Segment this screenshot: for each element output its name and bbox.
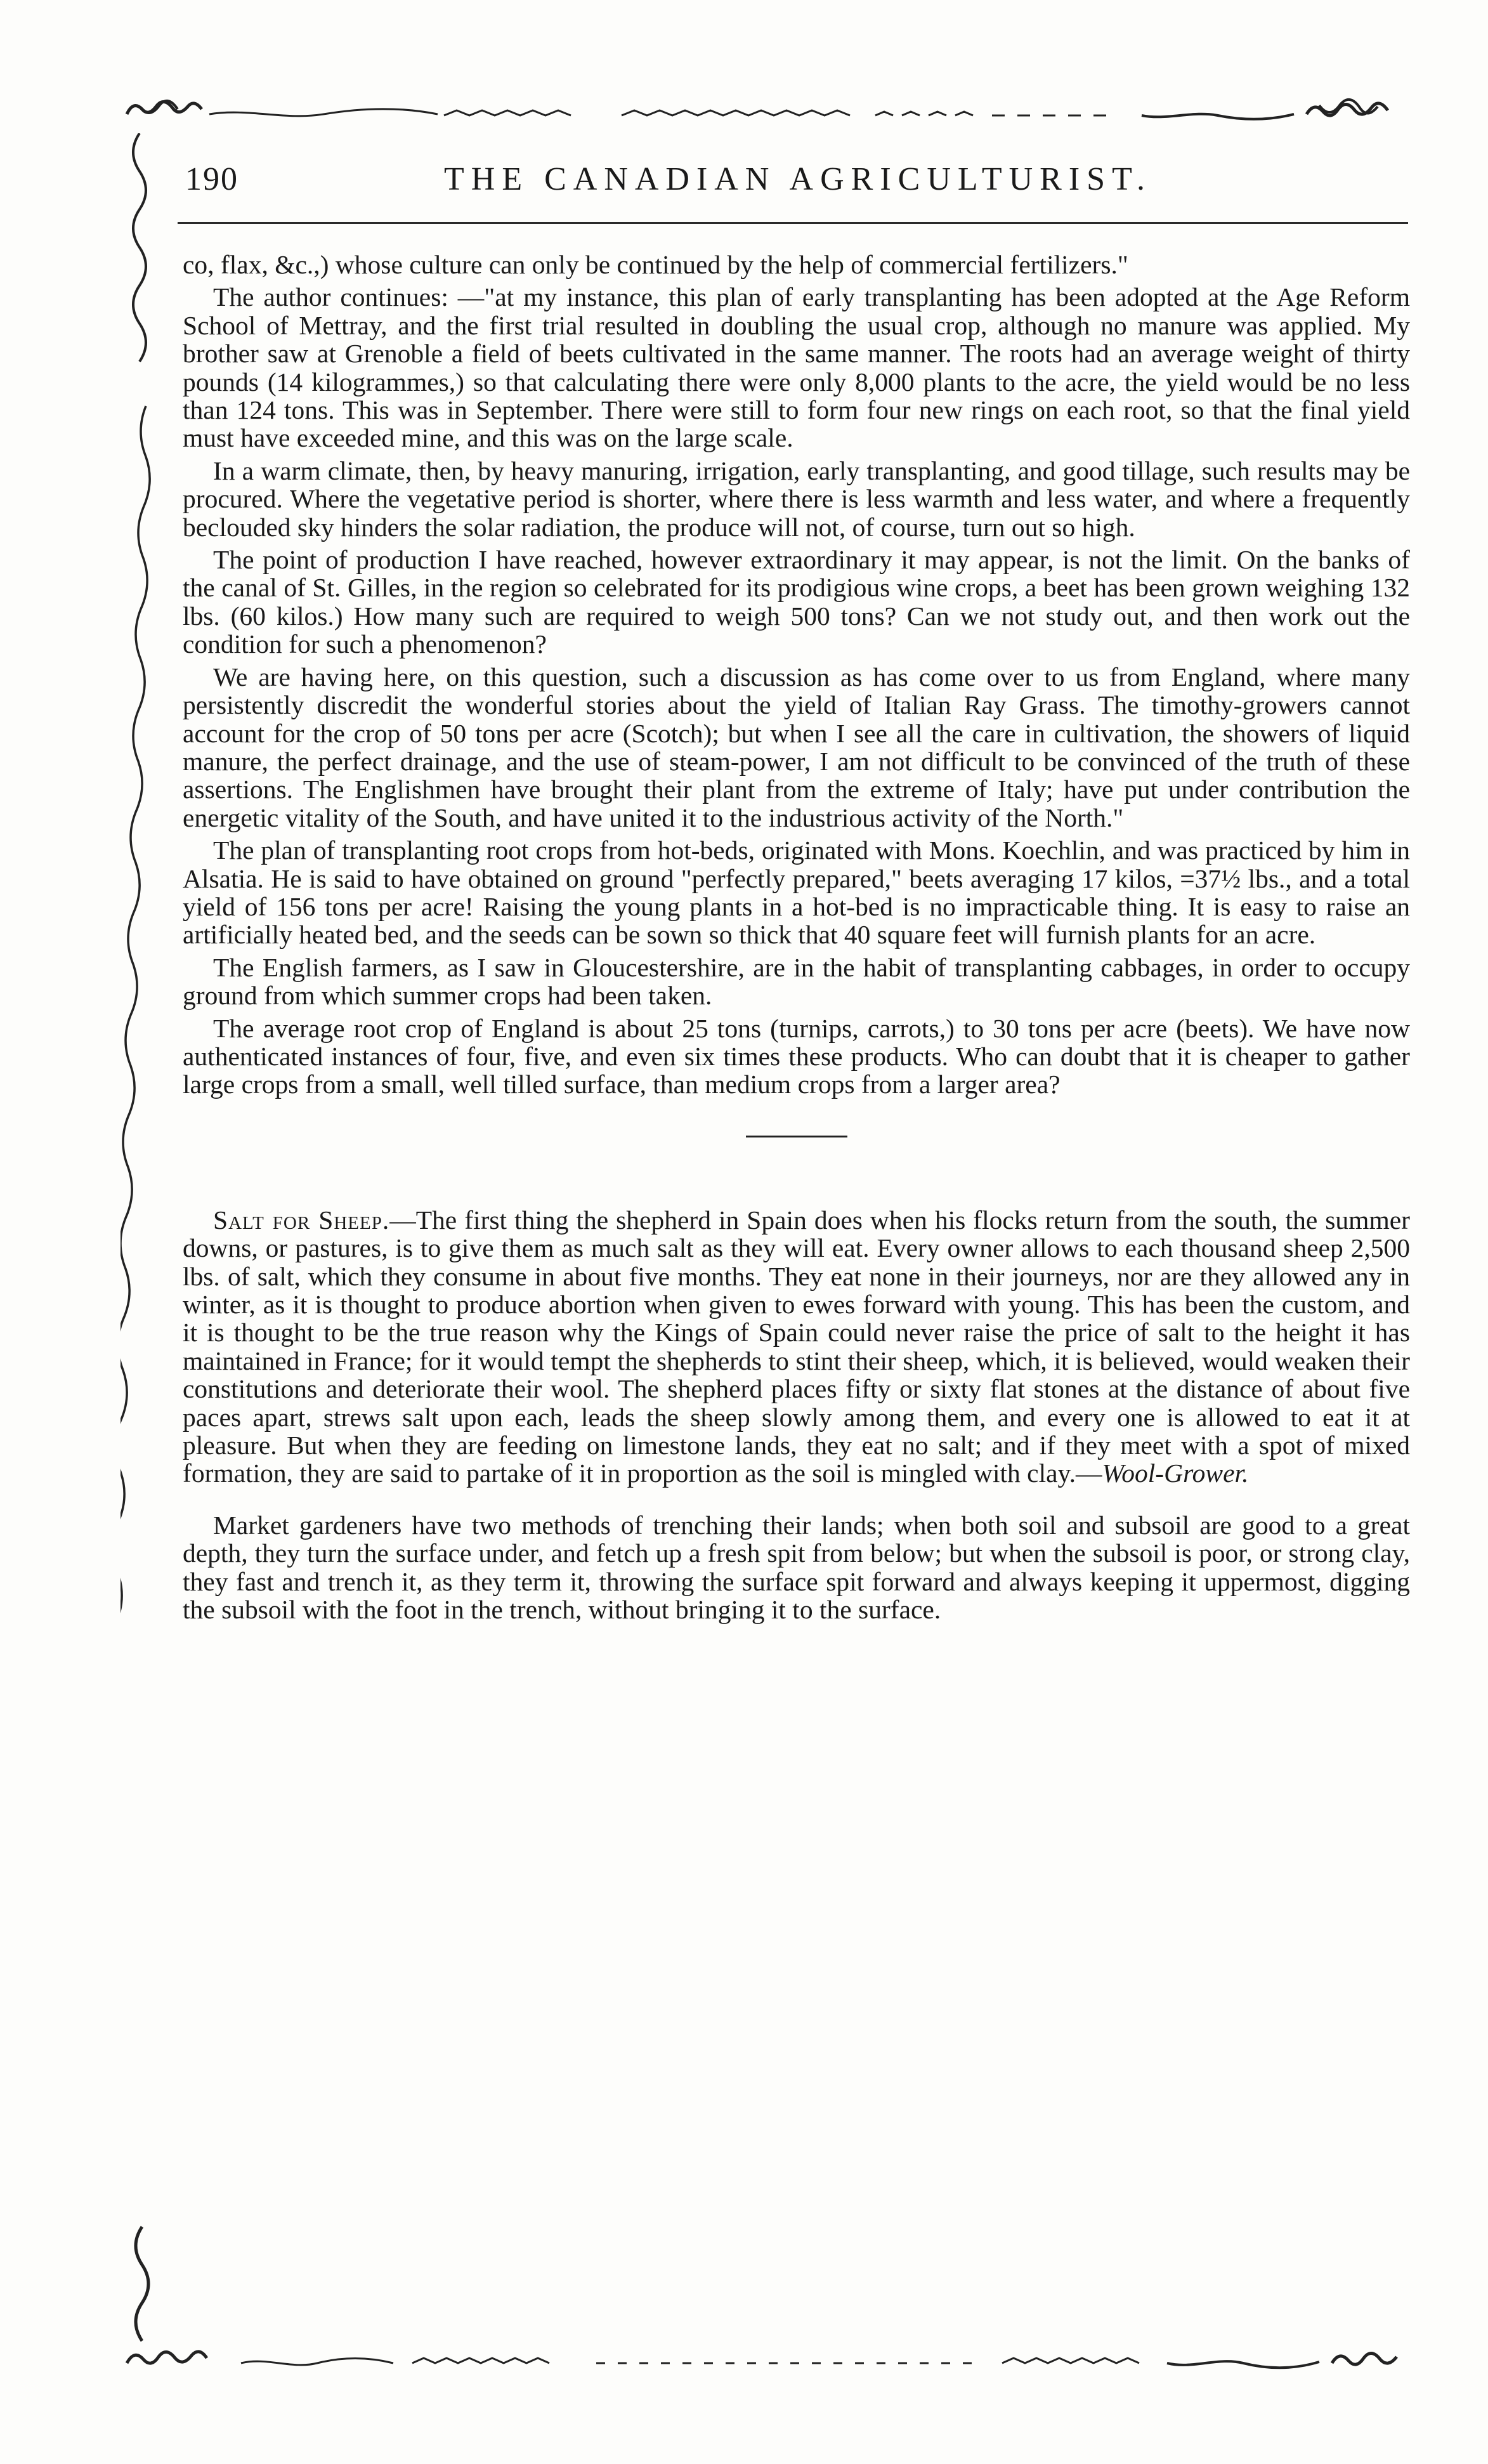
paragraph: The average root crop of England is about 25 tons (turnips, carrots,) to 30 tons per acre (beets). We have now authenticated instances of four, five, and even six times these products. Who can doubt that it is cheaper to gather large crops from a small, well tilled surface, than medium crops from a larger area?: [183, 1013, 1410, 1099]
header-rule: [178, 222, 1408, 224]
journal-title: THE CANADIAN AGRICULTURIST.: [444, 161, 1152, 197]
article-text: —The first thing the shepherd in Spain does when his flocks return from the south, the summer downs, or pastures, is to give them as much salt as they will eat. Every owner allows to each thousand sheep 2,500 lbs. of salt, which they consume in about five months. They eat none in their journeys, nor are they allowed any in winter, as it is thought to produce abortion when given to ewes forward with young. This has been the custom, and it is thought to be the true reason why the Kings of Spain could never raise the price of salt to the height it has maintained in France; for it would tempt the shepherds to stint their sheep, which, it is believed, would weaken their constitutions and deteriorate their wool. The shepherd places fifty or sixty flat stones at the distance of about five paces apart, strews salt upon each, leads the sheep slowly among them, and every one is allowed to eat it at pleasure. But when they are feeding on limestone lands, they eat no salt; and if they meet with a spot of mixed formation, they are said to partake of it in proportion as the soil is mingled with clay.—: [183, 1205, 1410, 1488]
running-head: [178, 155, 1414, 206]
salt-for-sheep-article: [183, 1206, 1410, 1488]
market-gardeners-paragraph: Market gardeners have two methods of trenching their lands; when both soil and subsoil are good to a great depth, they turn the surface under, and fetch up a fresh spit from below; but when the subsoil is poor, or strong clay, they fast and trench it, as they term it, throwing the surface spit forward and always keeping it uppermost, digging the subsoil with the foot in the trench, without bringing it to the surface.: [183, 1510, 1410, 1625]
paragraph: The point of production I have reached, however extraordinary it may appear, is not the limit. On the banks of the canal of St. Gilles, in the region so celebrated for its prodigious wine crops, a beet has been grown weighing 132 lbs. (60 kilos.) How many such are required to weigh 500 tons? Can we not study out, and then work out the condition for such a phenomenon?: [183, 545, 1410, 659]
page-number: 190: [185, 161, 238, 197]
section-divider: [746, 1136, 847, 1137]
paragraph-continued: co, flax, &c.,) whose culture can only be continued by the help of commercial fertilizers.": [183, 250, 1128, 279]
paragraph: We are having here, on this question, such a discussion as has come over to us from England, where many persistently discredit the wonderful stories about the yield of Italian Ray Grass. The timothy-growers cannot account for the crop of 50 tons per acre (Scotch); but when I see all the care in cultivation, the showers of liquid manure, the perfect drainage, and the use of steam-power, I am not difficult to be convinced of the truth of these assertions. The Englishmen have brought their plant from the extreme of Italy; have put under contribution the energetic vitality of the South, and have united it to the industrious activity of the North.": [183, 662, 1410, 832]
paragraph: The plan of transplanting root crops from hot-beds, originated with Mons. Koechlin, and was practiced by him in Alsatia. He is said to have obtained on ground "perfectly prepared," beets averaging 17 kilos, =37½ lbs., and a total yield of 156 tons per acre! Raising the young plants in a hot-bed is no impracticable thing. It is easy to raise an artificially heated bed, and the seeds can be sown so thick that 40 square feet will furnish plants for an acre.: [183, 836, 1410, 950]
top-ornamental-border: [114, 95, 1433, 133]
bottom-ornamental-border: [114, 2344, 1433, 2382]
paragraph: The author continues: —"at my instance, this plan of early transplanting has been adopted at the Age Reform School of Mettray, and the first trial resulted in doubling the usual crop, although no manure was applied. My brother saw at Grenoble a field of beets cultivated in the same manner. The roots had an average weight of thirty pounds (14 kilogrammes,) so that calculating there were only 8,000 plants to the acre, the yield would be no less than 124 tons. This was in September. There were still to form four new rings on each root, so that the final yield must have exceeded mine, and this was on the large scale.: [183, 282, 1410, 453]
article-body: [183, 251, 1410, 1628]
paragraph: In a warm climate, then, by heavy manuring, irrigation, early transplanting, and good tillage, such results may be procured. Where the vegetative period is shorter, where there is less warmth and less water, and where a frequently beclouded sky hinders the solar radiation, the produce will not, of course, turn out so high.: [183, 455, 1410, 542]
left-ornamental-border: [121, 133, 165, 2347]
paragraph: The English farmers, as I saw in Gloucestershire, are in the habit of transplanting cabbages, in order to occupy ground from which summer crops had been taken.: [183, 952, 1410, 1011]
article-source: Wool-Grower.: [1102, 1458, 1249, 1488]
article-heading: Salt for Sheep.: [213, 1205, 390, 1235]
